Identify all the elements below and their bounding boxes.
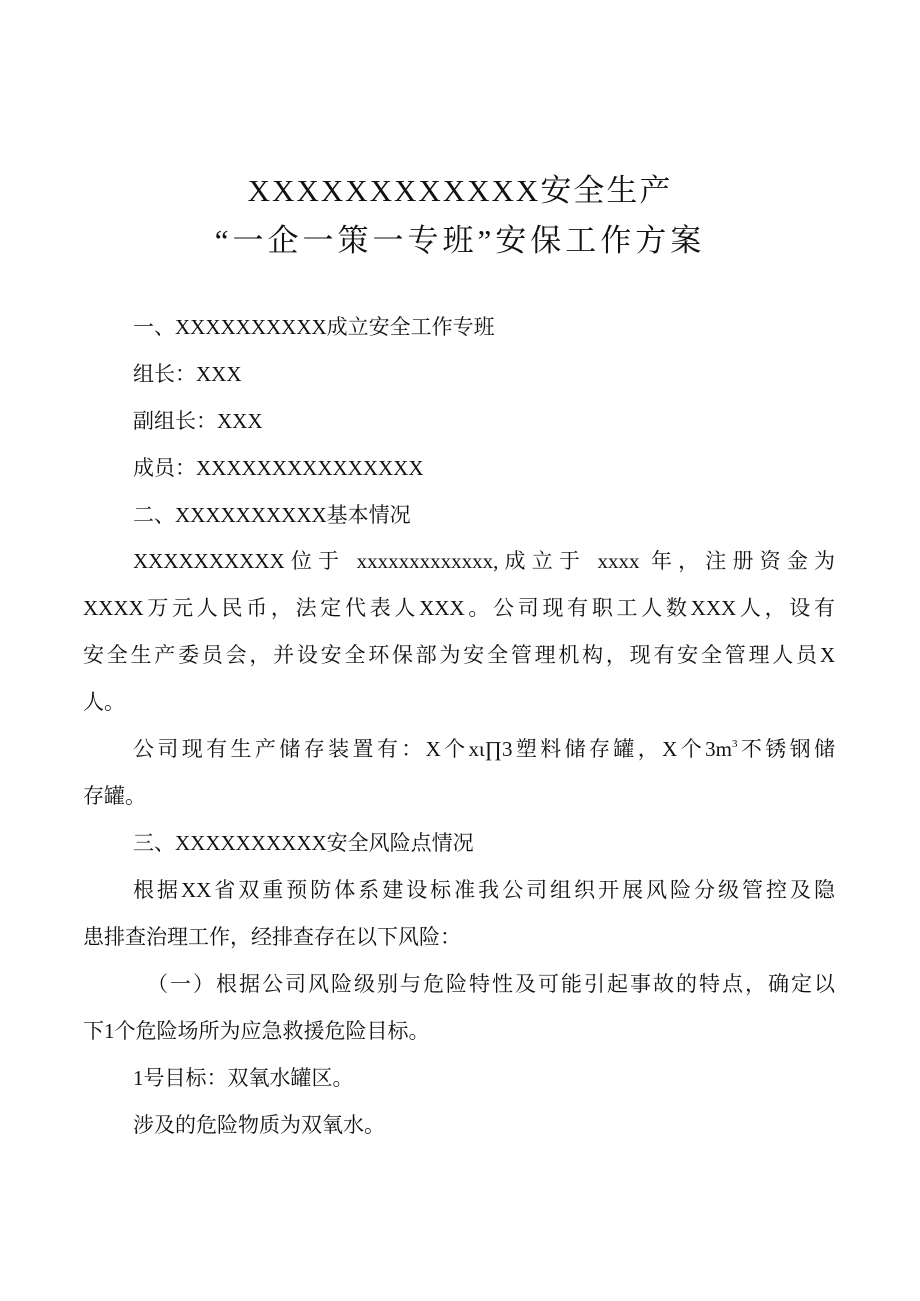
deputy-leader-line: 副组长：XXX bbox=[133, 409, 263, 433]
equipment-text-b: 不锈钢储 bbox=[737, 737, 835, 761]
cubic-superscript: 3 bbox=[731, 738, 738, 750]
equipment-text-a: 公司现有生产储存装置有：X个xι∏3塑料储存罐，X个3m bbox=[133, 737, 732, 761]
members-line: 成员：XXXXXXXXXXXXXXX bbox=[133, 456, 424, 480]
equipment-line2: 存罐。 bbox=[83, 784, 146, 808]
leader-line: 组长：XXX bbox=[133, 362, 242, 386]
hazard-material-line: 涉及的危险物质为双氧水。 bbox=[133, 1113, 385, 1137]
section2-heading: 二、XXXXXXXXXX基本情况 bbox=[133, 503, 411, 527]
basic-info-line2: XXXX万元人民币，法定代表人XXX。公司现有职工人数XXX人，设有 bbox=[83, 596, 835, 620]
basic-info-line1: XXXXXXXXXX位于 xxxxxxxxxxxxx,成立于 xxxx 年，注册资金为 bbox=[133, 549, 835, 573]
section1-heading: 一、XXXXXXXXXX成立安全工作专班 bbox=[133, 315, 495, 339]
equipment-line1 bbox=[133, 739, 835, 760]
risk-paragraph2-line1: （一）根据公司风险级别与危险特性及可能引起事故的特点，确定以 bbox=[147, 972, 835, 996]
target1-line: 1号目标：双氧水罐区。 bbox=[133, 1066, 354, 1090]
basic-info-line4: 人。 bbox=[83, 690, 125, 714]
basic-info-line3: 安全生产委员会，并设安全环保部为安全管理机构，现有安全管理人员X bbox=[83, 643, 835, 667]
risk-paragraph1-line1: 根据XX省双重预防体系建设标准我公司组织开展风险分级管控及隐 bbox=[133, 878, 835, 902]
document-title-line2: “一企一策一专班”安保工作方案 bbox=[214, 223, 706, 258]
risk-paragraph1-line2: 患排查治理工作，经排查存在以下风险： bbox=[83, 925, 461, 949]
document-title-line1: XXXXXXXXXXXX安全生产 bbox=[247, 173, 673, 208]
risk-paragraph2-line2: 下1个危险场所为应急救援危险目标。 bbox=[83, 1019, 430, 1043]
section3-heading: 三、XXXXXXXXXX安全风险点情况 bbox=[133, 831, 474, 855]
